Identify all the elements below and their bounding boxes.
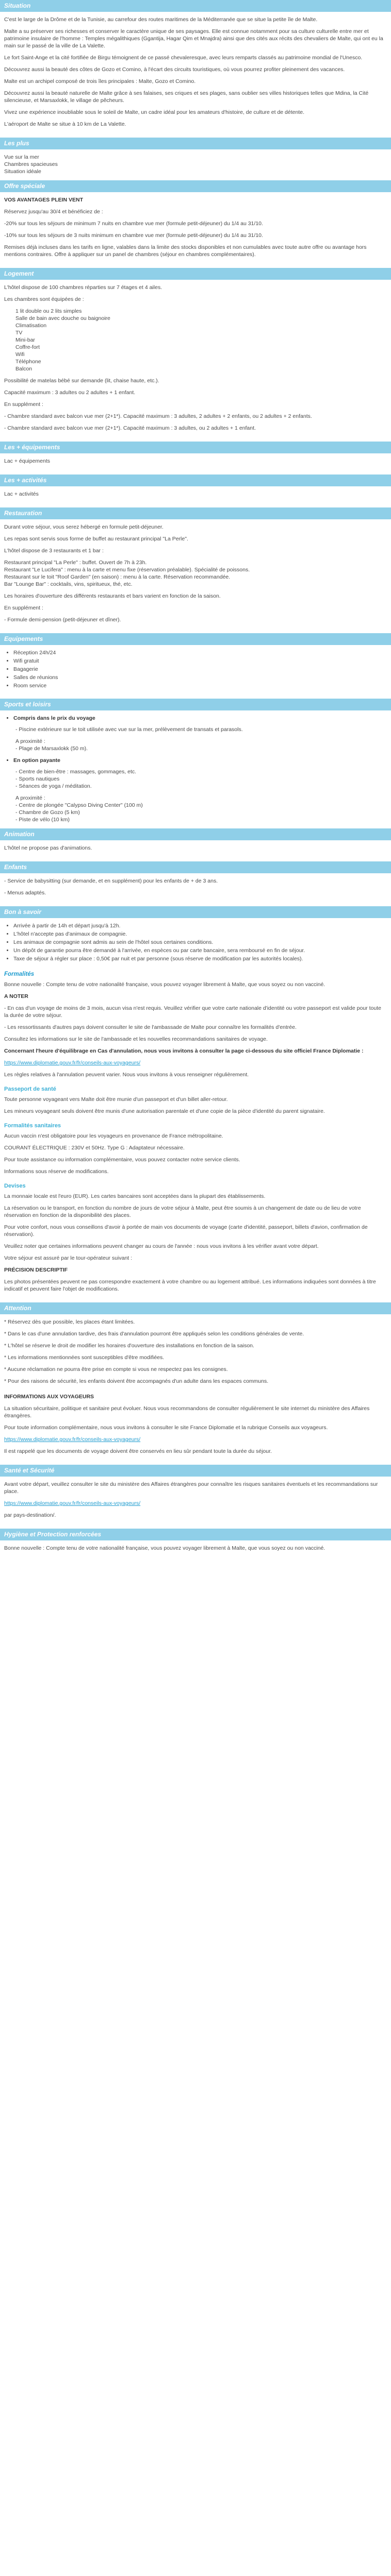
logement-paragraph: Les chambres sont équipées de : xyxy=(4,296,84,302)
equipement-item: • Bagagerie xyxy=(13,666,387,673)
situation-paragraph: Malte est un archipel composé de trois îles principales : Malte, Gozo et Comino. xyxy=(4,78,196,84)
animation-text: L'hôtel ne propose pas d'animations. xyxy=(4,845,92,851)
sports-paid-title: • En option payante xyxy=(13,757,387,764)
bonavoir-body xyxy=(0,918,391,1302)
sports-line: - Centre de bien-être : massages, gommages, etc. xyxy=(15,769,137,775)
logement-feature: 1 lit double ou 2 lits simples xyxy=(15,308,82,314)
restauration-item: Restaurant "Le Lucifera" : menu à la carte et menu fixe (réservation préalable). Spécialité de poissons. xyxy=(4,567,250,573)
conseil-title: Concernant l'heure d'équilibrage en Cas d'annulation, nous vous invitons à consulter la page ci-dessous du site officiel France Diplomatie : xyxy=(4,1048,364,1054)
activites-plus-body xyxy=(0,486,391,507)
offre-paragraph: Réservez jusqu'au 30/4 et bénéficiez de : xyxy=(4,209,103,215)
section-header-hygiene: Hygiène et Protection renforcées xyxy=(0,1529,391,1540)
devises-paragraph: La monnaie locale est l'euro (EUR). Les cartes bancaires sont acceptées dans la plupart des établissements. xyxy=(4,1193,266,1199)
conseil-paragraph: Les règles relatives à l'annulation peuvent varier. Nous vous invitons à vous renseigner régulièrement. xyxy=(4,1072,249,1078)
info-paragraph: Pour toute information complémentaire, nous vous invitons à consulter le site France Diplomatie et la rubrique Conseils aux voyageurs. xyxy=(4,1425,328,1431)
situation-paragraph: Découvrez aussi la beauté naturelle de Malte grâce à ses falaises, ses criques et ses plages, sans oublier ses villes historiques telles que Mdina, la Cité silencieuse, et Marsaxlokk, le village de pêcheurs. xyxy=(4,90,369,104)
situation-paragraph: Malte a su préserver ses richesses et conserver le caractère unique de ses paysages. Elle est connue notamment pour sa culture culturelle entre mer et patrimoine insulaire de l'homme : Temples mégalithiques (Ggantija, Hagar Qim et Mnajdra) ainsi que des cités aux récits des chevaliers de Malte, qui ont eu la main sur le passé de la ville de La Valette. xyxy=(4,28,383,49)
sanitaire-title: Formalités sanitaires xyxy=(4,1123,61,1129)
restauration-paragraph: L'hôtel dispose de 3 restaurants et 1 bar : xyxy=(4,548,104,554)
bonavoir-item: • Arrivée à partir de 14h et départ jusqu'à 12h. xyxy=(13,922,387,929)
sports-paragraph: - Piscine extérieure sur le toit utilisée avec vue sur la mer, prélèvement de transats et parasols. xyxy=(15,726,243,733)
sports-line: - Centre de plongée "Calypso Diving Center" (100 m) xyxy=(15,802,143,808)
formalites-paragraph: Consultez les informations sur le site de l'ambassade et les nouvelles recommandations sanitaires de voyage. xyxy=(4,1036,268,1042)
sports-line: - Piste de vélo (10 km) xyxy=(15,817,70,823)
section-header-animation: Animation xyxy=(0,828,391,840)
restauration-paragraph: Les repas sont servis sous forme de buffet au restaurant principal "La Perle". xyxy=(4,536,188,542)
note-line: Pour toute assistance ou information complémentaire, vous pouvez contacter notre service clients. xyxy=(4,1157,240,1163)
section-header-bonavoir: Bon à savoir xyxy=(0,906,391,918)
equipements-plus-text: Lac + équipements xyxy=(4,458,51,464)
section-header-equipements-plus: Les + équipements xyxy=(0,442,391,453)
bonavoir-item: • Les animaux de compagnie sont admis au sein de l'hôtel sous certaines conditions. xyxy=(13,939,387,946)
sports-included xyxy=(4,726,387,752)
formalites-note-title: A NOTER xyxy=(4,993,28,999)
restauration-paragraph: Les horaires d'ouverture des différents restaurants et bars varient en fonction de la saison. xyxy=(4,593,221,599)
offre-body xyxy=(0,192,391,268)
hygiene-body xyxy=(0,1540,391,1562)
situation-paragraph: Vivez une expérience inoubliable sous le soleil de Malte, un cadre idéal pour les amateurs d'histoire, de culture et de détente. xyxy=(4,109,305,115)
offre-paragraph: Remises déjà incluses dans les tarifs en ligne, valables dans la limite des stocks disponibles et non cumulables avec toute autre offre ou avantage hors mentions contraires. Offre à appliquer sur un panel de chambres (séjour en chambres complémentaires). xyxy=(4,244,367,258)
sante-paragraph: par pays-destination/. xyxy=(4,1512,56,1518)
bonavoir-item: • Taxe de séjour à régler sur place : 0,50€ par nuit et par personne (sous réserve de modification par les autorités locales). xyxy=(13,955,387,962)
enfants-body xyxy=(0,873,391,906)
conseil-link[interactable]: https://www.diplomatie.gouv.fr/fr/conseils-aux-voyageurs/ xyxy=(4,1060,141,1066)
sports-line: - Chambre de Gozo (5 km) xyxy=(15,809,80,816)
sante-paragraph: Avant votre départ, veuillez consulter le site du ministère des Affaires étrangères pour connaître les risques sanitaires éventuels et les recommandations sur place. xyxy=(4,1481,378,1495)
passeport-title: Passeport de santé xyxy=(4,1086,56,1092)
section-header-restauration: Restauration xyxy=(0,507,391,519)
formalites-paragraph: - En cas d'un voyage de moins de 3 mois, aucun visa n'est requis. Veuillez vérifier que votre carte nationale d'identité ou votre passeport est valide pour toute la durée de votre séjour. xyxy=(4,1005,381,1019)
restauration-body xyxy=(0,519,391,633)
equipement-item: • Wifi gratuit xyxy=(13,657,387,665)
logement-feature: TV xyxy=(15,330,23,336)
sante-body xyxy=(0,1477,391,1529)
situation-paragraph: Découvrez aussi la beauté des côtes de Gozo et Comino, à l'écart des circuits touristiques, où vous pourrez profiter pleinement des vacances. xyxy=(4,66,345,73)
logement-feature: Coffre-fort xyxy=(15,344,40,350)
long-paragraph: La réservation ou le transport, en fonction du nombre de jours de votre séjour à Malte, peut être soumis à un changement de date ou de lieu de votre réservation en fonction de la disponibilité des places. xyxy=(4,1205,361,1218)
attention-item: * Les informations mentionnées sont susceptibles d'être modifiées. xyxy=(4,1354,165,1361)
logement-paragraph: En supplément : xyxy=(4,401,43,408)
plus-item: Situation idéale xyxy=(4,168,41,175)
section-header-sports: Sports et loisirs xyxy=(0,699,391,710)
sports-line: - Séances de yoga / méditation. xyxy=(15,783,92,789)
plus-item: Chambres spacieuses xyxy=(4,161,58,167)
precision-paragraph: Les photos présentées peuvent ne pas correspondre exactement à votre chambre ou au logement attribué. Les informations indiquées sont données à titre indicatif et peuvent faire l'objet de modifications. xyxy=(4,1279,376,1292)
enfants-text: - Menus adaptés. xyxy=(4,890,46,896)
note-line: Informations sous réserve de modifications. xyxy=(4,1168,109,1175)
situation-paragraph: L'aéroport de Malte se situe à 10 km de La Valette. xyxy=(4,121,126,127)
hygiene-paragraph: Bonne nouvelle : Compte tenu de votre nationalité française, vous pouvez voyager librement à Malte, que vous soyez ou non vacciné. xyxy=(4,1545,325,1551)
logement-feature: Wifi xyxy=(15,351,25,358)
logement-feature: Climatisation xyxy=(15,323,47,329)
activites-plus-text: Lac + activités xyxy=(4,491,39,497)
section-header-activites-plus: Les + activités xyxy=(0,474,391,486)
logement-feature: Balcon xyxy=(15,366,32,372)
attention-item: * Dans le cas d'une annulation tardive, des frais d'annulation pourront être appliqués selon les conditions générales de vente. xyxy=(4,1331,304,1337)
bonavoir-list xyxy=(4,922,387,962)
animation-body xyxy=(0,840,391,861)
info-voyageurs-title: INFORMATIONS AUX VOYAGEURS xyxy=(4,1394,94,1400)
passeport-paragraph: Les mineurs voyageant seuls doivent être munis d'une autorisation parentale et d'une copie de la pièce d'identité du parent signataire. xyxy=(4,1108,325,1114)
formalites-paragraph: - Les ressortissants d'autres pays doivent consulter le site de l'ambassade de Malte pour connaître les formalités d'entrée. xyxy=(4,1024,297,1030)
restauration-paragraph: En supplément : xyxy=(4,605,43,611)
offre-headline: VOS AVANTAGES PLEIN VENT xyxy=(4,197,84,203)
section-header-offre: Offre spéciale xyxy=(0,180,391,192)
sports-paid xyxy=(4,768,387,823)
restauration-item: Restaurant sur le toit "Roof Garden" (en saison) : menu à la carte. Réservation recommandée. xyxy=(4,574,231,580)
sante-link[interactable]: https://www.diplomatie.gouv.fr/fr/conseils-aux-voyageurs/ xyxy=(4,1500,141,1506)
logement-paragraph: Capacité maximum : 3 adultes ou 2 adultes + 1 enfant. xyxy=(4,389,136,396)
equipements-list xyxy=(4,649,387,689)
attention-item: * L'hôtel se réserve le droit de modifier les horaires d'ouverture des installations en fonction de la saison. xyxy=(4,1343,254,1349)
equipements-body xyxy=(0,645,391,699)
enfants-text: - Service de babysitting (sur demande, et en supplément) pour les enfants de + de 3 ans. xyxy=(4,878,218,884)
logement-paragraph: Possibilité de matelas bébé sur demande (lit, chaise haute, etc.). xyxy=(4,378,159,384)
info-link[interactable]: https://www.diplomatie.gouv.fr/fr/conseils-aux-voyageurs/ xyxy=(4,1436,141,1443)
precision-title: PRÉCISION DESCRIPTIF xyxy=(4,1267,68,1273)
logement-paragraph: - Chambre standard avec balcon vue mer (2+1*). Capacité maximum : 3 adultes, 2 adultes + 2 enfants, ou 2 adultes + 2 enfants. xyxy=(4,413,312,419)
situation-paragraph: C'est le large de la Drôme et de la Tunisie, au carrefour des routes maritimes de la Méditerranée que se situe la petite île de Malte. xyxy=(4,16,318,23)
section-header-equipements: Equipements xyxy=(0,633,391,645)
attention-item: * Aucune réclamation ne pourra être prise en compte si vous ne respectez pas les consignes. xyxy=(4,1366,228,1372)
sports-body xyxy=(0,710,391,828)
logement-body xyxy=(0,280,391,442)
attention-item: * Réservez dès que possible, les places étant limitées. xyxy=(4,1319,135,1325)
equipement-item: • Réception 24h/24 xyxy=(13,649,387,656)
sports-included-list xyxy=(4,715,387,722)
restauration-paragraph: Durant votre séjour, vous serez hébergé en formule petit-déjeuner. xyxy=(4,524,164,530)
formalites-paragraph: Bonne nouvelle : Compte tenu de votre nationalité française, vous pouvez voyager librement à Malte, que vous soyez ou non vacciné. xyxy=(4,981,325,988)
logement-paragraph: L'hôtel dispose de 100 chambres réparties sur 7 étages et 4 ailes. xyxy=(4,284,162,291)
info-paragraph: La situation sécuritaire, politique et sanitaire peut évoluer. Nous vous recommandons de consulter régulièrement le site internet du ministère des Affaires étrangères. xyxy=(4,1405,370,1419)
long-paragraph: Veuillez noter que certaines informations peuvent changer au cours de l'année : nous vous invitons à les vérifier avant votre départ. xyxy=(4,1243,319,1249)
section-header-logement: Logement xyxy=(0,268,391,280)
sports-line: - Plage de Marsaxlokk (50 m). xyxy=(15,745,88,752)
devises-title: Devises xyxy=(4,1183,26,1189)
restauration-item: Bar "Lounge Bar" : cocktails, vins, spiritueux, thé, etc. xyxy=(4,581,133,587)
sanitaire-paragraph: Aucun vaccin n'est obligatoire pour les voyageurs en provenance de France métropolitaine. xyxy=(4,1133,223,1139)
info-paragraph: Il est rappelé que les documents de voyage doivent être conservés en lieu sûr pendant toute la durée du séjour. xyxy=(4,1448,272,1454)
equipement-item: • Salles de réunions xyxy=(13,674,387,681)
logement-feature: Salle de bain avec douche ou baignoire xyxy=(15,315,110,321)
equipements-plus-body xyxy=(0,453,391,474)
situation-paragraph: Le fort Saint-Ange et la cité fortifiée de Birgu témoignent de ce passé chevaleresque, avec leurs remparts classés au patrimoine mondial de l'Unesco. xyxy=(4,55,363,61)
courant-paragraph: COURANT ÉLECTRIQUE : 230V et 50Hz. Type G : Adaptateur nécessaire. xyxy=(4,1145,185,1151)
sports-included-title: • Compris dans le prix du voyage xyxy=(13,715,387,722)
sports-line: A proximité : xyxy=(15,795,45,801)
attention-body xyxy=(0,1314,391,1465)
section-header-situation: Situation xyxy=(0,0,391,12)
attention-item: * Pour des raisons de sécurité, les enfants doivent être accompagnés d'un adulte dans les espaces communs. xyxy=(4,1378,269,1384)
equipement-item: • Room service xyxy=(13,682,387,689)
logement-feature: Téléphone xyxy=(15,359,41,365)
long-paragraph: Votre séjour est assuré par le tour-opérateur suivant : xyxy=(4,1255,133,1261)
section-header-attention: Attention xyxy=(0,1302,391,1314)
sports-line: - Sports nautiques xyxy=(15,776,60,782)
passeport-paragraph: Toute personne voyageant vers Malte doit être munie d'un passeport et d'un billet aller-retour. xyxy=(4,1096,228,1103)
sports-line: A proximité : xyxy=(15,738,45,744)
logement-feature: Mini-bar xyxy=(15,337,35,343)
section-header-enfants: Enfants xyxy=(0,861,391,873)
plus-item: Vue sur la mer xyxy=(4,154,39,160)
section-header-plus: Les plus xyxy=(0,138,391,149)
logement-paragraph: - Chambre standard avec balcon vue mer (2+1*). Capacité maximum : 3 adultes, ou 2 adultes + 1 enfant. xyxy=(4,425,256,431)
restauration-item: Restaurant principal "La Perle" : buffet. Ouvert de 7h à 23h. xyxy=(4,560,147,566)
restauration-paragraph: - Formule demi-pension (petit-déjeuner et dîner). xyxy=(4,617,121,623)
offre-paragraph: -10% sur tous les séjours de 3 nuits minimum en chambre vue mer (formule petit-déjeuner) du 1/4 au 31/10. xyxy=(4,232,263,239)
section-header-sante: Santé et Sécurité xyxy=(0,1465,391,1477)
logement-features xyxy=(4,308,387,372)
long-paragraph: Pour votre confort, nous vous conseillons d'avoir à portée de main vos documents de voyage (carte d'identité, passeport, billets d'avion, confirmation de réservation). xyxy=(4,1224,368,1238)
situation-body xyxy=(0,12,391,138)
bonavoir-item: • Un dépôt de garantie pourra être demandé à l'arrivée, en espèces ou par carte bancaire, sera remboursé en fin de séjour. xyxy=(13,947,387,954)
bonavoir-item: • L'hôtel n'accepte pas d'animaux de compagnie. xyxy=(13,930,387,938)
offre-paragraph: -20% sur tous les séjours de minimum 7 nuits en chambre vue mer (formule petit-déjeuner) du 1/4 au 31/10. xyxy=(4,221,263,227)
sports-paid-list xyxy=(4,757,387,764)
formalites-title: Formalités xyxy=(4,971,35,977)
plus-body xyxy=(0,149,391,180)
